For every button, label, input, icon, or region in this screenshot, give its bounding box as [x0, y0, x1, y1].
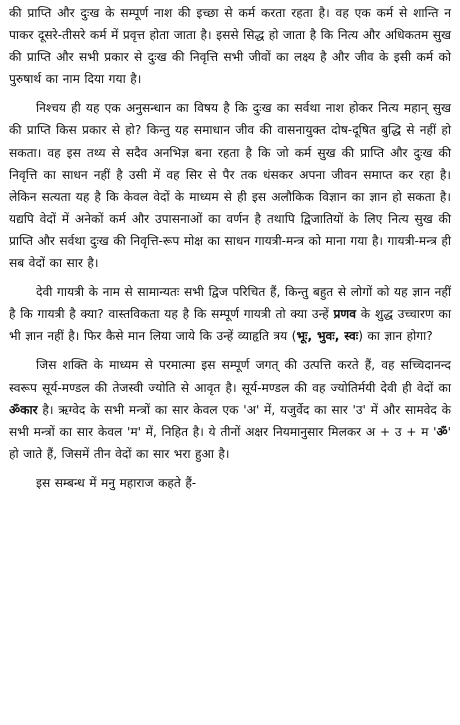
paragraph-4-text-a: जिस शक्ति के माध्यम से परमात्मा इस सम्पूर्ण जगत् की उत्पत्ति करते हैं, वह सच्चिदानन्द स्वरूप सूर्य-मण्डल की तेजस्वी ज्योति से आवृत है। सूर्य-मण्डल की वह ज्योतिर्मयी देवी ही वेदों का [9, 358, 451, 395]
om-symbol: ॐ [436, 424, 448, 439]
paragraph-3 [9, 281, 451, 347]
paragraph-1 [9, 2, 451, 90]
paragraph-1-text: की प्राप्ति और दुःख के सम्पूर्ण नाश की इच्छा से कर्म करता रहता है। वह एक कर्म से शान्ति न पाकर दूसरे-तीसरे कर्म में प्रवृत्त होता जाता है। इससे सिद्ध हो जाता है कि नित्य और अधिकतम सुख की प्राप्ति और सभी प्रकार से दुःख की निवृत्ति सभी जीवों का लक्ष्य है और जीव के इसी कर्म को पुरुषार्थ का नाम दिया गया है। [9, 6, 451, 87]
paragraph-3-text-a: देवी गायत्री के नाम से सामान्यतः सभी द्विज परिचित हैं, किन्तु बहुत से लोगों को यह ज्ञान नहीं है कि गायत्री है क्या? वास्तविकता यह है कि सम्पूर्ण गायत्री तो क्या उन्हें [9, 285, 451, 322]
paragraph-3-text-b: के शुद्ध उच्चारण का भी ज्ञान नहीं है। फिर कैसे मान लिया जाये कि उन्हें व्याहृति त्रय ( [9, 307, 451, 344]
paragraph-2 [9, 97, 451, 274]
paragraph-4-text-b: है। ऋग्वेद के सभी मन्त्रों का सार केवल एक 'अ' में, यजुर्वेद का सार 'उ' में और सामवेद के सभी मन्त्रों का सार केवल 'म' में, निहित है। ये तीनों अक्षर नियमानुसार मिलकर अ + उ + म ' [9, 402, 451, 439]
vyahriti-terms: भूः, भुवः, स्वः [296, 329, 359, 344]
pranava-term: प्रणव [333, 307, 357, 322]
paragraph-4 [9, 354, 451, 464]
paragraph-5-text: इस सम्बन्ध में मनु महाराज कहते हैं- [36, 475, 197, 490]
paragraph-3-text-c: ) का ज्ञान होगा? [358, 329, 433, 344]
paragraph-4-text-c: ' हो जाते हैं, जिसमें तीन वेदों का सार भरा हुआ है। [9, 424, 451, 461]
omkara-term: ॐकार [9, 402, 38, 417]
paragraph-5 [9, 472, 451, 494]
paragraph-2-text: निश्चय ही यह एक अनुसन्धान का विषय है कि दुःख का सर्वथा नाश होकर नित्य महान् सुख की प्राप्ति किस प्रकार से हो? किन्तु यह समाधान जीव की वासनायुक्त दोष-दूषित बुद्धि से नहीं हो सकता। वह इस तथ्य से सदैव अनभिज्ञ बना रहता है कि जो कर्म सुख की प्राप्ति और दुःख की निवृत्ति का साधन नहीं है उसी में वह सिर से पैर तक धंसकर अपना जीवन समाप्त कर रहा है। लेकिन सत्यता यह है कि केवल वेदों के माध्यम से ही इस अलौकिक विज्ञान का ज्ञान हो सकता है। यद्यपि वेदों में अनेकों कर्म और उपासनाओं का वर्णन है तथापि द्विजातियों के लिए नित्य सुख की प्राप्ति और सर्वथा दुःख की निवृत्ति-रूप मोक्ष का साधन गायत्री-मन्त्र को माना गया है। गायत्री-मन्त्र ही सब वेदों का सार है। [9, 101, 451, 271]
